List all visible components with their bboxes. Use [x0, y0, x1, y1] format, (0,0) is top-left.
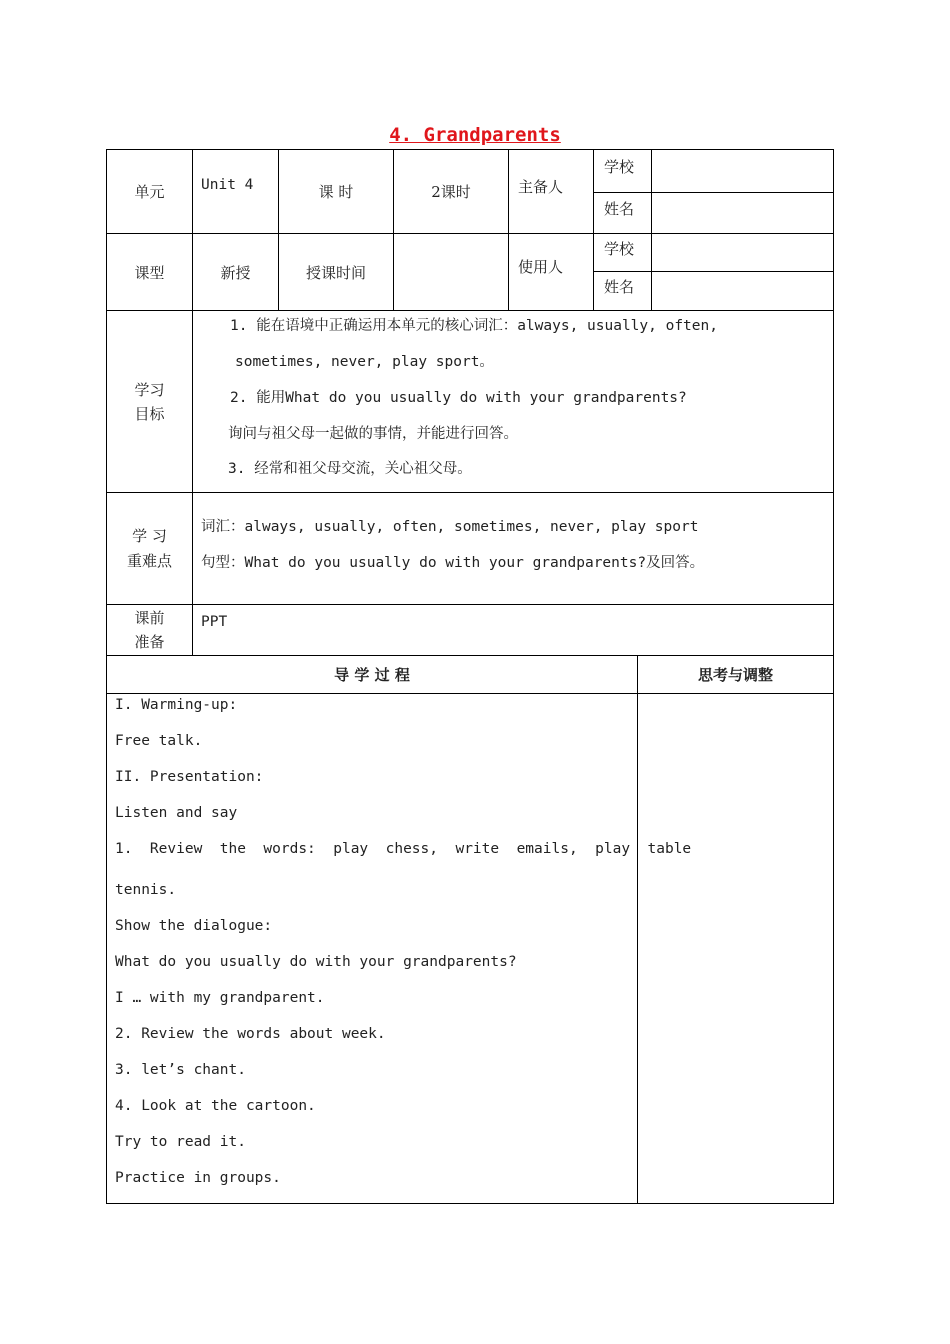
process-line: tennis. — [115, 882, 177, 898]
process-line: I … with my grandparent. — [115, 990, 325, 1006]
unit-value: Unit 4 — [201, 177, 254, 193]
process-line: II. Presentation: — [115, 769, 264, 785]
process-line: Free talk. — [115, 733, 203, 749]
process-header: 导 学 过 程 — [334, 666, 410, 684]
user-label: 使用人 — [518, 258, 564, 276]
objective-line-4: 询问与祖父母一起做的事情，并能进行回答。 — [228, 426, 518, 442]
lesson-type-value: 新授 — [220, 263, 251, 282]
process-line: 3. let’s chant. — [115, 1062, 246, 1078]
school-label-2: 学校 — [604, 240, 635, 258]
process-line: Show the dialogue: — [115, 918, 273, 934]
objective-line-5: 3. 经常和祖父母交流，关心祖父母。 — [228, 461, 472, 477]
objective-line-1: 1. 能在语境中正确运用本单元的核心词汇：always, usually, often, — [230, 318, 718, 334]
document-title: 4. Grandparents — [389, 124, 561, 146]
process-line: Listen and say — [115, 805, 238, 821]
objectives-label: 学习 目标 — [134, 381, 165, 423]
process-line: 1. Review the words: play chess, write emails, play table — [115, 841, 692, 857]
unit-label: 单元 — [134, 183, 165, 201]
reflection-header: 思考与调整 — [697, 666, 773, 684]
name-label-1: 姓名 — [604, 200, 635, 218]
key-points-sentence: 句型：What do you usually do with your grandparents?及回答。 — [201, 555, 705, 571]
objective-line-3: 2. 能用What do you usually do with your grandparents? — [230, 390, 687, 406]
name-label-2: 姓名 — [604, 278, 635, 296]
lesson-type-label: 课型 — [134, 263, 165, 282]
key-points-vocab: 词汇：always, usually, often, sometimes, never, play sport — [201, 519, 699, 535]
process-line: I. Warming-up: — [115, 697, 238, 713]
preparation-label: 课前 准备 — [134, 609, 165, 651]
process-line: Practice in groups. — [115, 1170, 281, 1186]
period-label: 课 时 — [318, 183, 354, 201]
process-line: What do you usually do with your grandparents? — [115, 954, 517, 970]
preparation-value: PPT — [201, 614, 228, 630]
class-time-label: 授课时间 — [305, 263, 366, 282]
period-value: 2课时 — [431, 183, 471, 201]
preparer-label: 主备人 — [518, 178, 564, 196]
key-points-label: 学 习 重难点 — [126, 527, 172, 570]
process-line: 4. Look at the cartoon. — [115, 1098, 316, 1114]
school-label-1: 学校 — [604, 158, 635, 176]
process-line: Try to read it. — [115, 1134, 246, 1150]
process-line: 2. Review the words about week. — [115, 1026, 386, 1042]
objective-line-2: sometimes, never, play sport。 — [235, 354, 494, 370]
